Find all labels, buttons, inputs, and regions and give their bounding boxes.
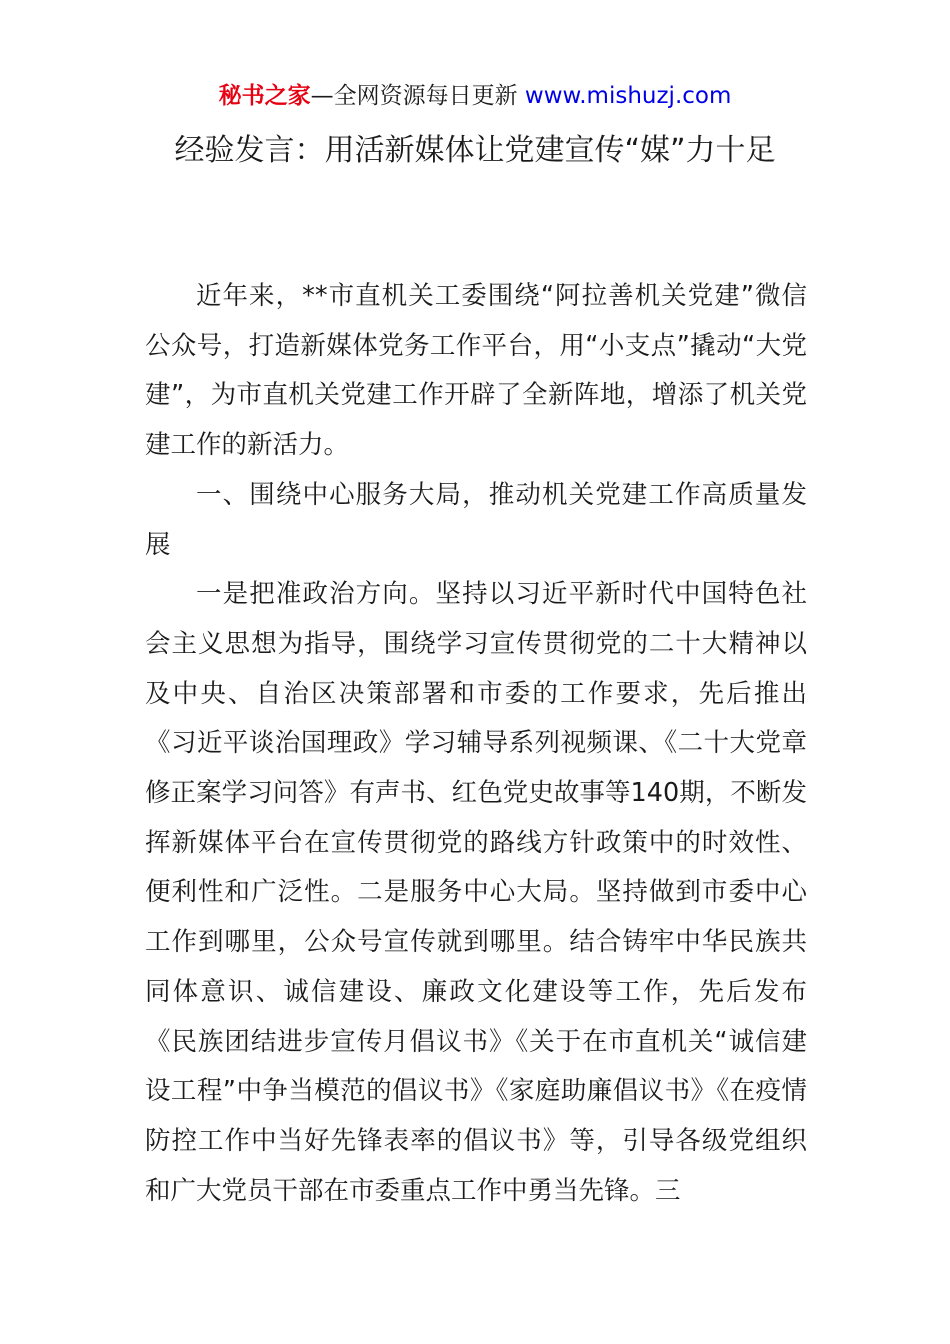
site-tagline: —全网资源每日更新 — [310, 83, 525, 109]
paragraph-intro: 近年来，**市直机关工委围绕“阿拉善机关党建”微信公众号，打造新媒体党务工作平台，用“小支点”撬动“大党建”，为市直机关党建工作开辟了全新阵地，增添了机关党建工作的新活力。 — [145, 281, 807, 461]
document-title: 经验发言：用活新媒体让党建宣传“媒”力十足 — [174, 133, 776, 168]
paragraph-main: 一是把准政治方向。坚持以习近平新时代中国特色社会主义思想为指导，围绕学习宣传贯彻党的二十大精神以及中央、自治区决策部署和市委的工作要求，先后推出《习近平谈治国理政》学习辅导系列视频课、《二十大党章修正案学习问答》有声书、红色党史故事等140期，不断发挥新媒体平台在宣传贯彻党的路线方针政策中的时效性、便利性和广泛性。二是服务中心大局。坚持做到市委中心工作到哪里，公众号宣传就到哪里。结合铸牢中华民族共同体意识、诚信建设、廉政文化建设等工作，先后发布《民族团结进步宣传月倡议书》《关于在市直机关“诚信建设工程”中争当模范的倡议书》《家庭助廉倡议书》《在疫情防控工作中当好先锋表率的倡议书》等，引导各级党组织和广大党员干部在市委重点工作中勇当先锋。三 — [145, 579, 807, 1206]
site-url-link[interactable]: www.mishuzj.com — [524, 83, 732, 109]
document-body — [145, 272, 807, 1216]
site-brand: 秘书之家 — [218, 83, 311, 109]
paragraph-section-heading: 一、围绕中心服务大局，推动机关党建工作高质量发展 — [145, 479, 807, 560]
site-header — [0, 80, 950, 112]
